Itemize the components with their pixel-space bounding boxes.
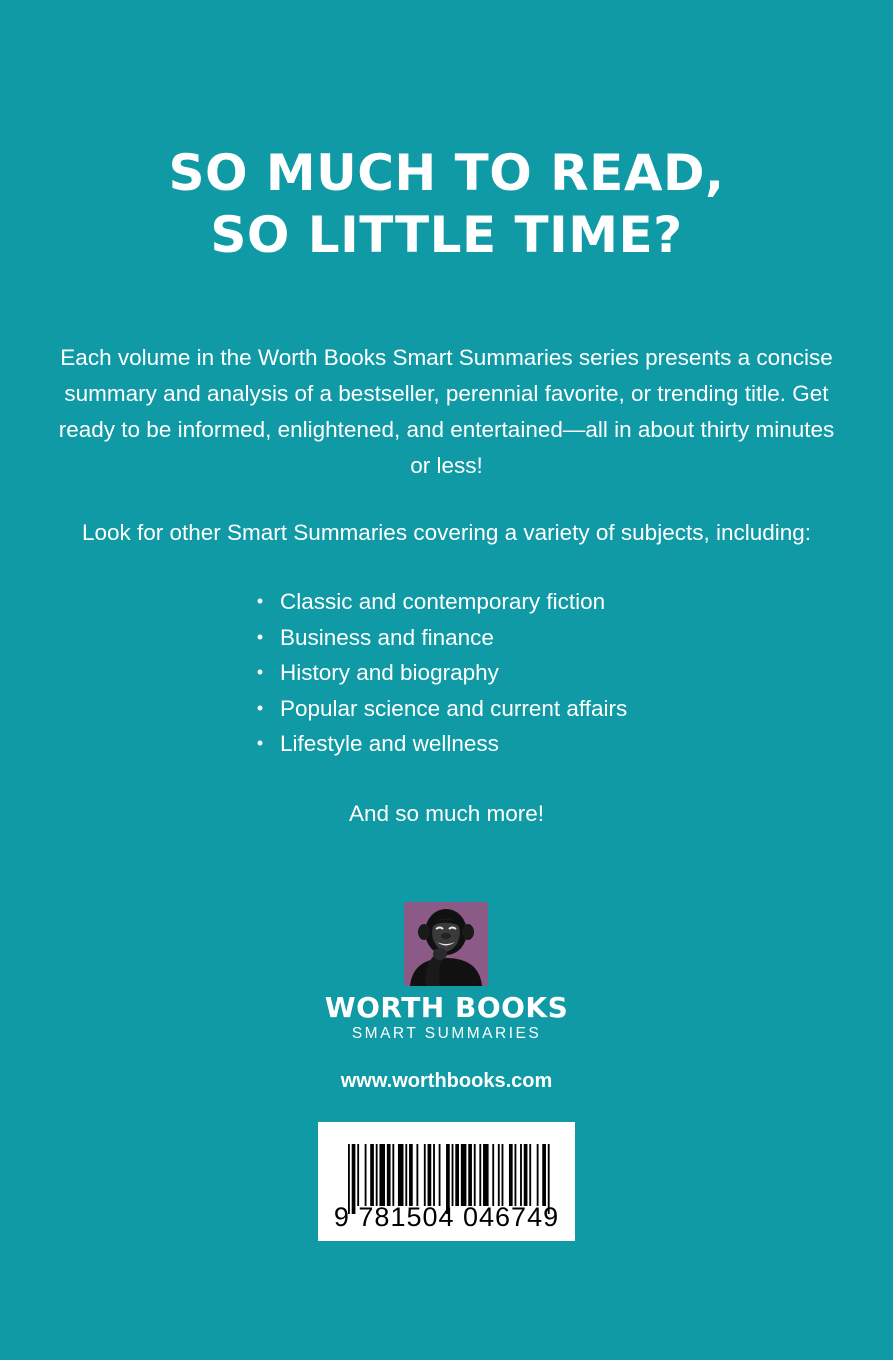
barcode-bar	[365, 1144, 367, 1206]
barcode-bar	[370, 1144, 374, 1206]
subject-label: Business and finance	[280, 624, 494, 650]
barcode-bar	[461, 1144, 467, 1206]
barcode-bar	[379, 1144, 385, 1206]
list-item	[255, 620, 627, 656]
barcode-bar	[439, 1144, 441, 1206]
barcode-bar	[537, 1144, 539, 1206]
barcode-bar	[398, 1144, 404, 1206]
barcode-bar	[452, 1144, 454, 1206]
barcode-bar	[409, 1144, 413, 1206]
barcode-bar	[376, 1144, 378, 1206]
barcode-bar	[515, 1144, 517, 1206]
barcode-bar	[428, 1144, 432, 1206]
barcode-bar	[498, 1144, 500, 1206]
barcode-bar	[479, 1144, 481, 1206]
barcode-bar	[509, 1144, 513, 1206]
barcode-bar	[405, 1144, 407, 1206]
barcode-bar	[455, 1144, 459, 1206]
barcode-bar	[524, 1144, 528, 1206]
isbn-number: 9 781504 046749	[333, 1202, 560, 1232]
barcode-bar	[492, 1144, 494, 1206]
list-item	[255, 691, 627, 727]
publisher-tagline: SMART SUMMARIES	[351, 1025, 542, 1042]
barcode-bar	[416, 1144, 418, 1206]
barcode-bar	[433, 1144, 435, 1206]
closing-line: And so much more!	[348, 801, 545, 826]
barcode-bar	[387, 1144, 391, 1206]
subject-label: Classic and contemporary fiction	[280, 589, 606, 614]
barcode-bar	[424, 1144, 426, 1206]
publisher-logo	[404, 902, 488, 986]
bullet-icon: •	[256, 626, 264, 647]
series-description: Each volume in the Worth Books Smart Summaries series presents a concise summary and analysis of a bestseller, perennial favorite, or trending title. Get ready to be informed, enlightened, and entertained—all in about thirty minutes or less!	[58, 345, 835, 478]
subject-list	[255, 584, 627, 762]
subjects-intro: Look for other Smart Summaries covering a variety of subjects, including:	[81, 520, 812, 545]
barcode-bar	[392, 1144, 394, 1206]
headline-line-1: SO MUCH TO READ,	[168, 144, 725, 202]
barcode-bar	[474, 1144, 476, 1206]
barcode-bar	[502, 1144, 504, 1206]
subject-label: Lifestyle and wellness	[280, 731, 499, 756]
bullet-icon: •	[256, 591, 264, 611]
list-item	[255, 655, 627, 691]
headline-line-2: SO LITTLE TIME?	[210, 206, 683, 264]
barcode-bar	[468, 1144, 472, 1206]
headline	[0, 142, 893, 266]
barcode-bar	[542, 1144, 546, 1206]
list-item	[255, 726, 627, 762]
barcode-bar	[483, 1144, 489, 1206]
publisher-name: WORTH BOOKS	[324, 991, 569, 1024]
barcode-bar	[357, 1144, 359, 1206]
barcode-bar	[520, 1144, 522, 1206]
chimp-thinking-icon	[404, 902, 488, 986]
list-item	[255, 584, 627, 620]
subject-label: Popular science and current affairs	[280, 695, 628, 721]
barcode-bar	[529, 1144, 531, 1206]
bullet-icon: •	[256, 697, 264, 718]
publisher-website: www.worthbooks.com	[340, 1070, 553, 1092]
bullet-icon: •	[256, 662, 264, 682]
bullet-icon: •	[256, 733, 264, 753]
isbn-barcode	[318, 1122, 575, 1241]
subject-label: History and biography	[280, 660, 499, 685]
